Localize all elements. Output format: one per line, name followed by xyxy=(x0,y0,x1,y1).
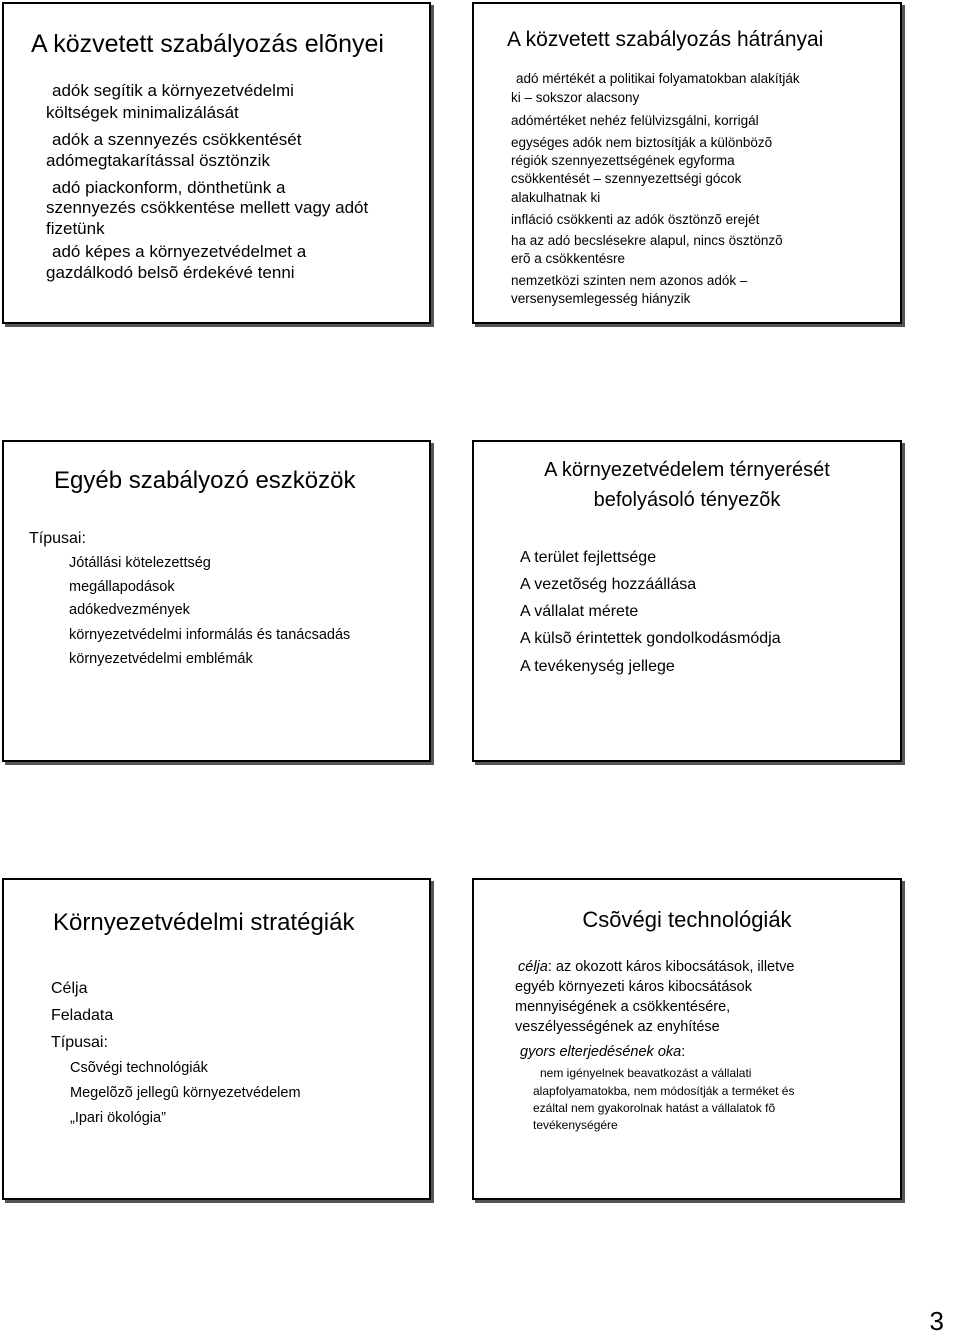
slide-title-line-2: befolyásoló tényezõk xyxy=(593,489,781,511)
list-item: adókedvezmények xyxy=(69,602,190,618)
list-item: csökkentését – szennyezettségi gócok xyxy=(511,171,742,186)
list-item: Csõvégi technológiák xyxy=(70,1060,208,1076)
list-item: Feladata xyxy=(51,1007,114,1024)
list-item: megállapodások xyxy=(69,579,175,595)
list-item: ezáltal nem gyakorolnak hatást a vállalatok fõ xyxy=(533,1101,776,1115)
list-item: környezetvédelmi informálás és tanácsadás xyxy=(69,627,351,643)
list-item: környezetvédelmi emblémák xyxy=(69,651,253,667)
list-item: alapfolyamatokba, nem módosítják a terméket és xyxy=(533,1084,795,1098)
list-item: Jótállási kötelezettség xyxy=(69,555,211,571)
list-item: adó képes a környezetvédelmet a xyxy=(52,242,307,261)
list-item: Célja xyxy=(51,980,88,997)
slide-csovegi-technologiak xyxy=(472,878,902,1200)
list-item: adók a szennyezés csökkentését xyxy=(52,130,302,149)
list-item: Megelõzõ jellegû környezetvédelem xyxy=(70,1085,301,1101)
slide-kozvetett-elonyei xyxy=(2,2,431,324)
list-item: régiók szennyezettségének egyforma xyxy=(511,153,735,168)
slide-title: Környezetvédelmi stratégiák xyxy=(53,909,355,936)
slide-kornyezetvedelmi-strategiak xyxy=(2,878,431,1200)
list-item: mennyiségének a csökkentésére, xyxy=(515,999,731,1015)
list-item: „Ipari ökológia” xyxy=(70,1110,166,1126)
list-item: adó piackonform, dönthetünk a xyxy=(52,178,286,197)
slide-title: A közvetett szabályozás elõnyei xyxy=(31,30,384,58)
list-item: ki – sokszor alacsony xyxy=(511,90,640,105)
list-item: A terület fejlettsége xyxy=(520,549,657,566)
list-item: adómértéket nehéz felülvizsgálni, korrigál xyxy=(511,113,759,128)
list-item: szennyezés csökkentése mellett vagy adót xyxy=(46,198,369,217)
list-item: versenysemlegesség hiányzik xyxy=(511,291,691,306)
list-item: ha az adó becslésekre alapul, nincs ösztönzõ xyxy=(511,233,783,248)
list-item: Típusai: xyxy=(51,1034,108,1051)
celja-term: célja xyxy=(518,959,548,975)
list-item: A vállalat mérete xyxy=(520,603,639,620)
page-number: 3 xyxy=(929,1306,944,1336)
slide-egyeb-eszkozok xyxy=(2,440,431,762)
list-item: erõ a csökkentésre xyxy=(511,251,626,266)
list-item: A vezetõség hozzáállása xyxy=(520,576,697,593)
list-item: A tevékenység jellege xyxy=(520,658,675,675)
list-item: költségek minimalizálását xyxy=(46,103,239,122)
celja-line xyxy=(518,959,794,975)
list-item: alakulhatnak ki xyxy=(511,190,601,205)
list-item: A külsõ érintettek gondolkodásmódja xyxy=(520,630,781,647)
list-item: egységes adók nem biztosítják a különbözõ xyxy=(511,135,773,150)
list-item: veszélyességének az enyhítése xyxy=(515,1019,720,1035)
list-item: nem igényelnek beavatkozást a vállalati xyxy=(540,1066,752,1080)
slide-title: Csõvégi technológiák xyxy=(582,907,792,932)
list-item: adó mértékét a politikai folyamatokban alakítják xyxy=(516,71,800,86)
slide-title-line-1: A környezetvédelem térnyerését xyxy=(544,459,830,481)
slide-title: Egyéb szabályozó eszközök xyxy=(54,467,356,494)
okai-colon: : xyxy=(681,1044,686,1060)
list-item: fizetünk xyxy=(46,219,105,238)
list-item: adómegtakarítással ösztönzik xyxy=(46,151,270,170)
slide-title: A közvetett szabályozás hátrányai xyxy=(507,28,824,51)
list-item: gazdálkodó belsõ érdekévé tenni xyxy=(46,263,295,282)
list-item: adók segítik a környezetvédelmi xyxy=(52,81,294,100)
section-lead: Típusai: xyxy=(29,530,86,547)
slide-kozvetett-hatranyai xyxy=(472,2,902,324)
list-item: egyéb környezeti káros kibocsátások xyxy=(515,979,752,995)
list-item: infláció csökkenti az adók ösztönzõ erejét xyxy=(511,212,760,227)
list-item: tevékenységére xyxy=(533,1118,618,1132)
list-item: nemzetközi szinten nem azonos adók – xyxy=(511,273,748,288)
celja-text: : az okozott káros kibocsátások, illetve xyxy=(547,959,795,975)
slide-ternyeres-tenyezok xyxy=(472,440,902,762)
okai-line xyxy=(520,1044,685,1060)
okai-term: gyors elterjedésének oka xyxy=(520,1044,682,1060)
